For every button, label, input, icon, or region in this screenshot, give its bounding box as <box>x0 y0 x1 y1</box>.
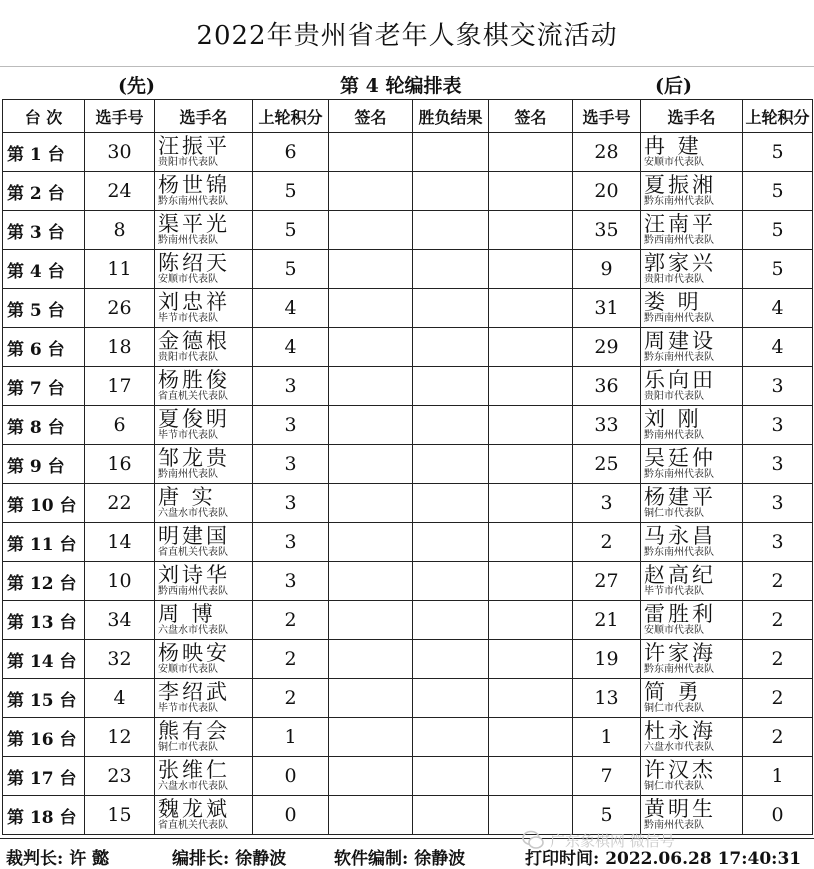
left-player-name: 渠平光 <box>158 212 230 236</box>
right-player-name: 吴廷仲 <box>644 446 716 470</box>
first-move-label: (先) <box>118 75 155 97</box>
right-player-team: 安顺市代表队 <box>644 625 704 636</box>
right-player-name: 夏振湘 <box>644 173 716 197</box>
table-number: 第 9 台 <box>3 445 85 484</box>
left-player-team: 毕节市代表队 <box>158 430 218 441</box>
right-player-name: 杜永海 <box>644 719 716 743</box>
right-player-no: 28 <box>573 133 641 172</box>
left-last-score: 3 <box>253 367 329 406</box>
left-last-score: 6 <box>253 133 329 172</box>
right-player-name: 乐向田 <box>644 368 716 392</box>
right-player <box>641 250 743 289</box>
right-signature-cell[interactable] <box>489 484 573 523</box>
left-signature-cell[interactable] <box>329 172 413 211</box>
scheduler-label: 编排长: 徐静波 <box>172 849 287 869</box>
right-player-name: 赵高纪 <box>644 563 716 587</box>
right-player-team: 黔东南州代表队 <box>644 547 714 558</box>
left-signature-cell[interactable] <box>329 250 413 289</box>
left-signature-cell[interactable] <box>329 562 413 601</box>
left-player-team: 贵阳市代表队 <box>158 157 218 168</box>
left-player-no: 18 <box>85 328 155 367</box>
left-last-score: 5 <box>253 211 329 250</box>
left-player-no: 12 <box>85 718 155 757</box>
right-signature-cell[interactable] <box>489 406 573 445</box>
left-player <box>155 718 253 757</box>
right-signature-cell[interactable] <box>489 367 573 406</box>
left-player-name: 周 博 <box>158 602 216 626</box>
software-label: 软件编制: 徐静波 <box>334 849 466 869</box>
right-signature-cell[interactable] <box>489 133 573 172</box>
right-player-no: 13 <box>573 679 641 718</box>
header-signature-2: 签名 <box>489 100 573 133</box>
right-signature-cell[interactable] <box>489 172 573 211</box>
left-player <box>155 328 253 367</box>
table-number: 第 14 台 <box>3 640 85 679</box>
table-row <box>3 172 813 211</box>
left-player-name: 邹龙贵 <box>158 446 230 470</box>
left-player <box>155 484 253 523</box>
left-last-score: 3 <box>253 484 329 523</box>
right-player-name: 刘 刚 <box>644 407 702 431</box>
right-player-team: 黔西南州代表队 <box>644 235 714 246</box>
right-last-score: 2 <box>743 679 813 718</box>
left-player-no: 30 <box>85 133 155 172</box>
pairing-rows <box>3 133 813 835</box>
result-cell[interactable] <box>413 367 489 406</box>
header-player-no: 选手号 <box>85 100 155 133</box>
right-player-team: 毕节市代表队 <box>644 586 704 597</box>
left-player <box>155 406 253 445</box>
second-move-label: (后) <box>655 75 692 97</box>
right-player-name: 杨建平 <box>644 485 716 509</box>
left-last-score: 1 <box>253 718 329 757</box>
right-player-name: 简 勇 <box>644 680 702 704</box>
left-player-no: 24 <box>85 172 155 211</box>
left-last-score: 3 <box>253 523 329 562</box>
right-last-score: 3 <box>743 523 813 562</box>
left-signature-cell[interactable] <box>329 718 413 757</box>
left-player-team: 六盘水市代表队 <box>158 781 228 792</box>
right-signature-cell[interactable] <box>489 562 573 601</box>
table-row <box>3 211 813 250</box>
right-player <box>641 562 743 601</box>
right-player-name: 娄 明 <box>644 290 702 314</box>
right-player-team: 铜仁市代表队 <box>644 781 704 792</box>
table-row <box>3 679 813 718</box>
table-number: 第 11 台 <box>3 523 85 562</box>
right-player-team: 黔南州代表队 <box>644 430 704 441</box>
right-player <box>641 679 743 718</box>
right-player-team: 黔南州代表队 <box>644 820 704 831</box>
left-last-score: 5 <box>253 172 329 211</box>
result-cell[interactable] <box>413 328 489 367</box>
table-number: 第 4 台 <box>3 250 85 289</box>
table-row <box>3 484 813 523</box>
right-last-score: 3 <box>743 406 813 445</box>
wechat-icon <box>522 830 544 850</box>
right-last-score: 3 <box>743 484 813 523</box>
right-signature-cell[interactable] <box>489 757 573 796</box>
left-player-team: 黔东南州代表队 <box>158 196 228 207</box>
left-signature-cell[interactable] <box>329 211 413 250</box>
left-player <box>155 211 253 250</box>
table-row <box>3 523 813 562</box>
header-player-name: 选手名 <box>155 100 253 133</box>
left-player-name: 金德根 <box>158 329 230 353</box>
left-player <box>155 796 253 835</box>
left-player-team: 安顺市代表队 <box>158 274 218 285</box>
watermark-text: 广东象棋网 微信号 <box>550 831 675 850</box>
left-player-name: 魏龙斌 <box>158 797 230 821</box>
result-cell[interactable] <box>413 640 489 679</box>
left-player-no: 17 <box>85 367 155 406</box>
header-result: 胜负结果 <box>413 100 489 133</box>
right-player <box>641 718 743 757</box>
left-player-team: 省直机关代表队 <box>158 391 228 402</box>
right-player <box>641 211 743 250</box>
header-row <box>3 100 813 133</box>
right-signature-cell[interactable] <box>489 211 573 250</box>
left-signature-cell[interactable] <box>329 796 413 835</box>
left-last-score: 3 <box>253 445 329 484</box>
header-player-name-2: 选手名 <box>641 100 743 133</box>
right-player-name: 许家海 <box>644 641 716 665</box>
left-player-no: 23 <box>85 757 155 796</box>
table-row <box>3 289 813 328</box>
left-player-team: 安顺市代表队 <box>158 664 218 675</box>
right-player <box>641 523 743 562</box>
left-signature-cell[interactable] <box>329 328 413 367</box>
left-player-no: 11 <box>85 250 155 289</box>
right-signature-cell[interactable] <box>489 718 573 757</box>
right-signature-cell[interactable] <box>489 679 573 718</box>
left-player-team: 省直机关代表队 <box>158 547 228 558</box>
right-last-score: 5 <box>743 172 813 211</box>
right-player-name: 许汉杰 <box>644 758 716 782</box>
right-player-no: 21 <box>573 601 641 640</box>
right-signature-cell[interactable] <box>489 523 573 562</box>
left-last-score: 0 <box>253 796 329 835</box>
referee-label: 裁判长: 许 懿 <box>6 849 110 869</box>
result-cell[interactable] <box>413 133 489 172</box>
table-row <box>3 718 813 757</box>
right-last-score: 4 <box>743 328 813 367</box>
right-player-team: 黔东南州代表队 <box>644 664 714 675</box>
right-player-no: 5 <box>573 796 641 835</box>
result-cell[interactable] <box>413 562 489 601</box>
right-player-no: 3 <box>573 484 641 523</box>
table-number: 第 15 台 <box>3 679 85 718</box>
right-player <box>641 445 743 484</box>
left-player-name: 熊有会 <box>158 719 230 743</box>
left-player-team: 省直机关代表队 <box>158 820 228 831</box>
table-number: 第 18 台 <box>3 796 85 835</box>
right-player-no: 29 <box>573 328 641 367</box>
right-last-score: 3 <box>743 445 813 484</box>
right-player-name: 马永昌 <box>644 524 716 548</box>
header-last-score-2: 上轮积分 <box>743 100 813 133</box>
result-cell[interactable] <box>413 250 489 289</box>
left-signature-cell[interactable] <box>329 601 413 640</box>
left-player-team: 毕节市代表队 <box>158 703 218 714</box>
right-player <box>641 406 743 445</box>
left-player-no: 16 <box>85 445 155 484</box>
left-signature-cell[interactable] <box>329 523 413 562</box>
left-player <box>155 640 253 679</box>
right-signature-cell[interactable] <box>489 640 573 679</box>
right-player-name: 冉 建 <box>644 134 702 158</box>
table-row <box>3 133 813 172</box>
left-signature-cell[interactable] <box>329 289 413 328</box>
watermark <box>522 825 814 855</box>
right-last-score: 5 <box>743 133 813 172</box>
result-cell[interactable] <box>413 289 489 328</box>
result-cell[interactable] <box>413 757 489 796</box>
right-last-score: 2 <box>743 718 813 757</box>
left-player-name: 杨胜俊 <box>158 368 230 392</box>
left-player-team: 六盘水市代表队 <box>158 625 228 636</box>
left-player-name: 汪振平 <box>158 134 230 158</box>
right-player-name: 黄明生 <box>644 797 716 821</box>
left-player-no: 32 <box>85 640 155 679</box>
left-player-team: 六盘水市代表队 <box>158 508 228 519</box>
left-signature-cell[interactable] <box>329 640 413 679</box>
right-last-score: 1 <box>743 757 813 796</box>
left-player-no: 8 <box>85 211 155 250</box>
left-player-no: 4 <box>85 679 155 718</box>
left-player-team: 铜仁市代表队 <box>158 742 218 753</box>
result-cell[interactable] <box>413 523 489 562</box>
left-player-no: 6 <box>85 406 155 445</box>
left-player <box>155 133 253 172</box>
header-last-score: 上轮积分 <box>253 100 329 133</box>
right-last-score: 2 <box>743 601 813 640</box>
table-number: 第 13 台 <box>3 601 85 640</box>
table-number: 第 8 台 <box>3 406 85 445</box>
left-player <box>155 679 253 718</box>
right-signature-cell[interactable] <box>489 601 573 640</box>
left-last-score: 0 <box>253 757 329 796</box>
right-signature-cell[interactable] <box>489 289 573 328</box>
left-signature-cell[interactable] <box>329 484 413 523</box>
table-number: 第 10 台 <box>3 484 85 523</box>
left-player-no: 22 <box>85 484 155 523</box>
right-player-no: 7 <box>573 757 641 796</box>
table-number: 第 6 台 <box>3 328 85 367</box>
right-player-no: 35 <box>573 211 641 250</box>
left-signature-cell[interactable] <box>329 445 413 484</box>
table-row <box>3 640 813 679</box>
table-row <box>3 601 813 640</box>
right-player <box>641 757 743 796</box>
left-player-team: 黔南州代表队 <box>158 235 218 246</box>
left-last-score: 5 <box>253 250 329 289</box>
right-player-no: 19 <box>573 640 641 679</box>
print-time-label: 打印时间: 2022.06.28 17:40:31 <box>525 849 802 869</box>
right-player-name: 周建设 <box>644 329 716 353</box>
header-signature: 签名 <box>329 100 413 133</box>
left-player-name: 杨映安 <box>158 641 230 665</box>
left-signature-cell[interactable] <box>329 679 413 718</box>
left-player <box>155 250 253 289</box>
left-player-team: 黔西南州代表队 <box>158 586 228 597</box>
right-last-score: 5 <box>743 211 813 250</box>
left-player-team: 黔南州代表队 <box>158 469 218 480</box>
table-row <box>3 562 813 601</box>
right-player-team: 黔东南州代表队 <box>644 469 714 480</box>
right-player-team: 安顺市代表队 <box>644 157 704 168</box>
result-cell[interactable] <box>413 679 489 718</box>
left-player <box>155 172 253 211</box>
result-cell[interactable] <box>413 172 489 211</box>
table-row <box>3 757 813 796</box>
right-signature-cell[interactable] <box>489 445 573 484</box>
right-player-team: 黔西南州代表队 <box>644 313 714 324</box>
right-player-no: 31 <box>573 289 641 328</box>
sub-header <box>0 67 814 99</box>
table-number: 第 12 台 <box>3 562 85 601</box>
right-player <box>641 484 743 523</box>
result-cell[interactable] <box>413 601 489 640</box>
left-last-score: 2 <box>253 640 329 679</box>
left-player-name: 张维仁 <box>158 758 230 782</box>
left-player-name: 刘忠祥 <box>158 290 230 314</box>
right-last-score: 2 <box>743 640 813 679</box>
left-player-no: 26 <box>85 289 155 328</box>
right-player <box>641 367 743 406</box>
table-number: 第 1 台 <box>3 133 85 172</box>
table-number: 第 5 台 <box>3 289 85 328</box>
left-last-score: 2 <box>253 679 329 718</box>
right-last-score: 3 <box>743 367 813 406</box>
left-player-team: 毕节市代表队 <box>158 313 218 324</box>
right-player-no: 9 <box>573 250 641 289</box>
right-player-team: 黔东南州代表队 <box>644 196 714 207</box>
right-signature-cell[interactable] <box>489 328 573 367</box>
left-signature-cell[interactable] <box>329 406 413 445</box>
left-player-name: 李绍武 <box>158 680 230 704</box>
right-player-team: 铜仁市代表队 <box>644 703 704 714</box>
left-player <box>155 445 253 484</box>
right-player-team: 贵阳市代表队 <box>644 391 704 402</box>
left-signature-cell[interactable] <box>329 133 413 172</box>
left-player <box>155 289 253 328</box>
left-signature-cell[interactable] <box>329 367 413 406</box>
left-player <box>155 601 253 640</box>
table-row <box>3 328 813 367</box>
left-player <box>155 562 253 601</box>
right-player <box>641 640 743 679</box>
left-last-score: 2 <box>253 601 329 640</box>
right-player-team: 贵阳市代表队 <box>644 274 704 285</box>
table-number: 第 17 台 <box>3 757 85 796</box>
left-player-name: 陈绍天 <box>158 251 230 275</box>
right-player <box>641 328 743 367</box>
result-cell[interactable] <box>413 796 489 835</box>
right-last-score: 4 <box>743 289 813 328</box>
right-player-no: 27 <box>573 562 641 601</box>
table-row <box>3 406 813 445</box>
left-player-name: 夏俊明 <box>158 407 230 431</box>
table-number: 第 2 台 <box>3 172 85 211</box>
right-player-no: 2 <box>573 523 641 562</box>
left-player-name: 唐 实 <box>158 485 216 509</box>
left-signature-cell[interactable] <box>329 757 413 796</box>
right-player-name: 汪南平 <box>644 212 716 236</box>
right-player-team: 铜仁市代表队 <box>644 508 704 519</box>
left-last-score: 4 <box>253 289 329 328</box>
right-last-score: 2 <box>743 562 813 601</box>
right-player <box>641 133 743 172</box>
right-last-score: 0 <box>743 796 813 835</box>
right-player-name: 郭家兴 <box>644 251 716 275</box>
left-last-score: 3 <box>253 406 329 445</box>
right-player <box>641 172 743 211</box>
left-player-team: 贵阳市代表队 <box>158 352 218 363</box>
left-player-no: 14 <box>85 523 155 562</box>
header-table: 台 次 <box>3 100 85 133</box>
right-player <box>641 289 743 328</box>
result-cell[interactable] <box>413 718 489 757</box>
left-player-no: 34 <box>85 601 155 640</box>
table-number: 第 16 台 <box>3 718 85 757</box>
table-row <box>3 250 813 289</box>
right-player-no: 25 <box>573 445 641 484</box>
right-player-no: 36 <box>573 367 641 406</box>
right-player-name: 雷胜利 <box>644 602 716 626</box>
table-number: 第 3 台 <box>3 211 85 250</box>
table-row <box>3 445 813 484</box>
table-number: 第 7 台 <box>3 367 85 406</box>
right-last-score: 5 <box>743 250 813 289</box>
right-player-team: 六盘水市代表队 <box>644 742 714 753</box>
table-row <box>3 367 813 406</box>
result-cell[interactable] <box>413 445 489 484</box>
result-cell[interactable] <box>413 211 489 250</box>
right-player-team: 黔东南州代表队 <box>644 352 714 363</box>
right-player-no: 20 <box>573 172 641 211</box>
left-player <box>155 523 253 562</box>
left-player-name: 刘诗华 <box>158 563 230 587</box>
left-last-score: 4 <box>253 328 329 367</box>
page-title: 2022年贵州省老年人象棋交流活动 <box>0 0 814 67</box>
round-label: 第 4 轮编排表 <box>340 75 462 97</box>
right-player <box>641 601 743 640</box>
result-cell[interactable] <box>413 484 489 523</box>
left-player <box>155 757 253 796</box>
left-player-name: 明建国 <box>158 524 230 548</box>
header-player-no-2: 选手号 <box>573 100 641 133</box>
right-player-no: 1 <box>573 718 641 757</box>
left-player-no: 10 <box>85 562 155 601</box>
left-player-name: 杨世锦 <box>158 173 230 197</box>
right-signature-cell[interactable] <box>489 250 573 289</box>
left-player-no: 15 <box>85 796 155 835</box>
right-player-no: 33 <box>573 406 641 445</box>
result-cell[interactable] <box>413 406 489 445</box>
pairing-table <box>2 99 813 835</box>
left-player <box>155 367 253 406</box>
left-last-score: 3 <box>253 562 329 601</box>
